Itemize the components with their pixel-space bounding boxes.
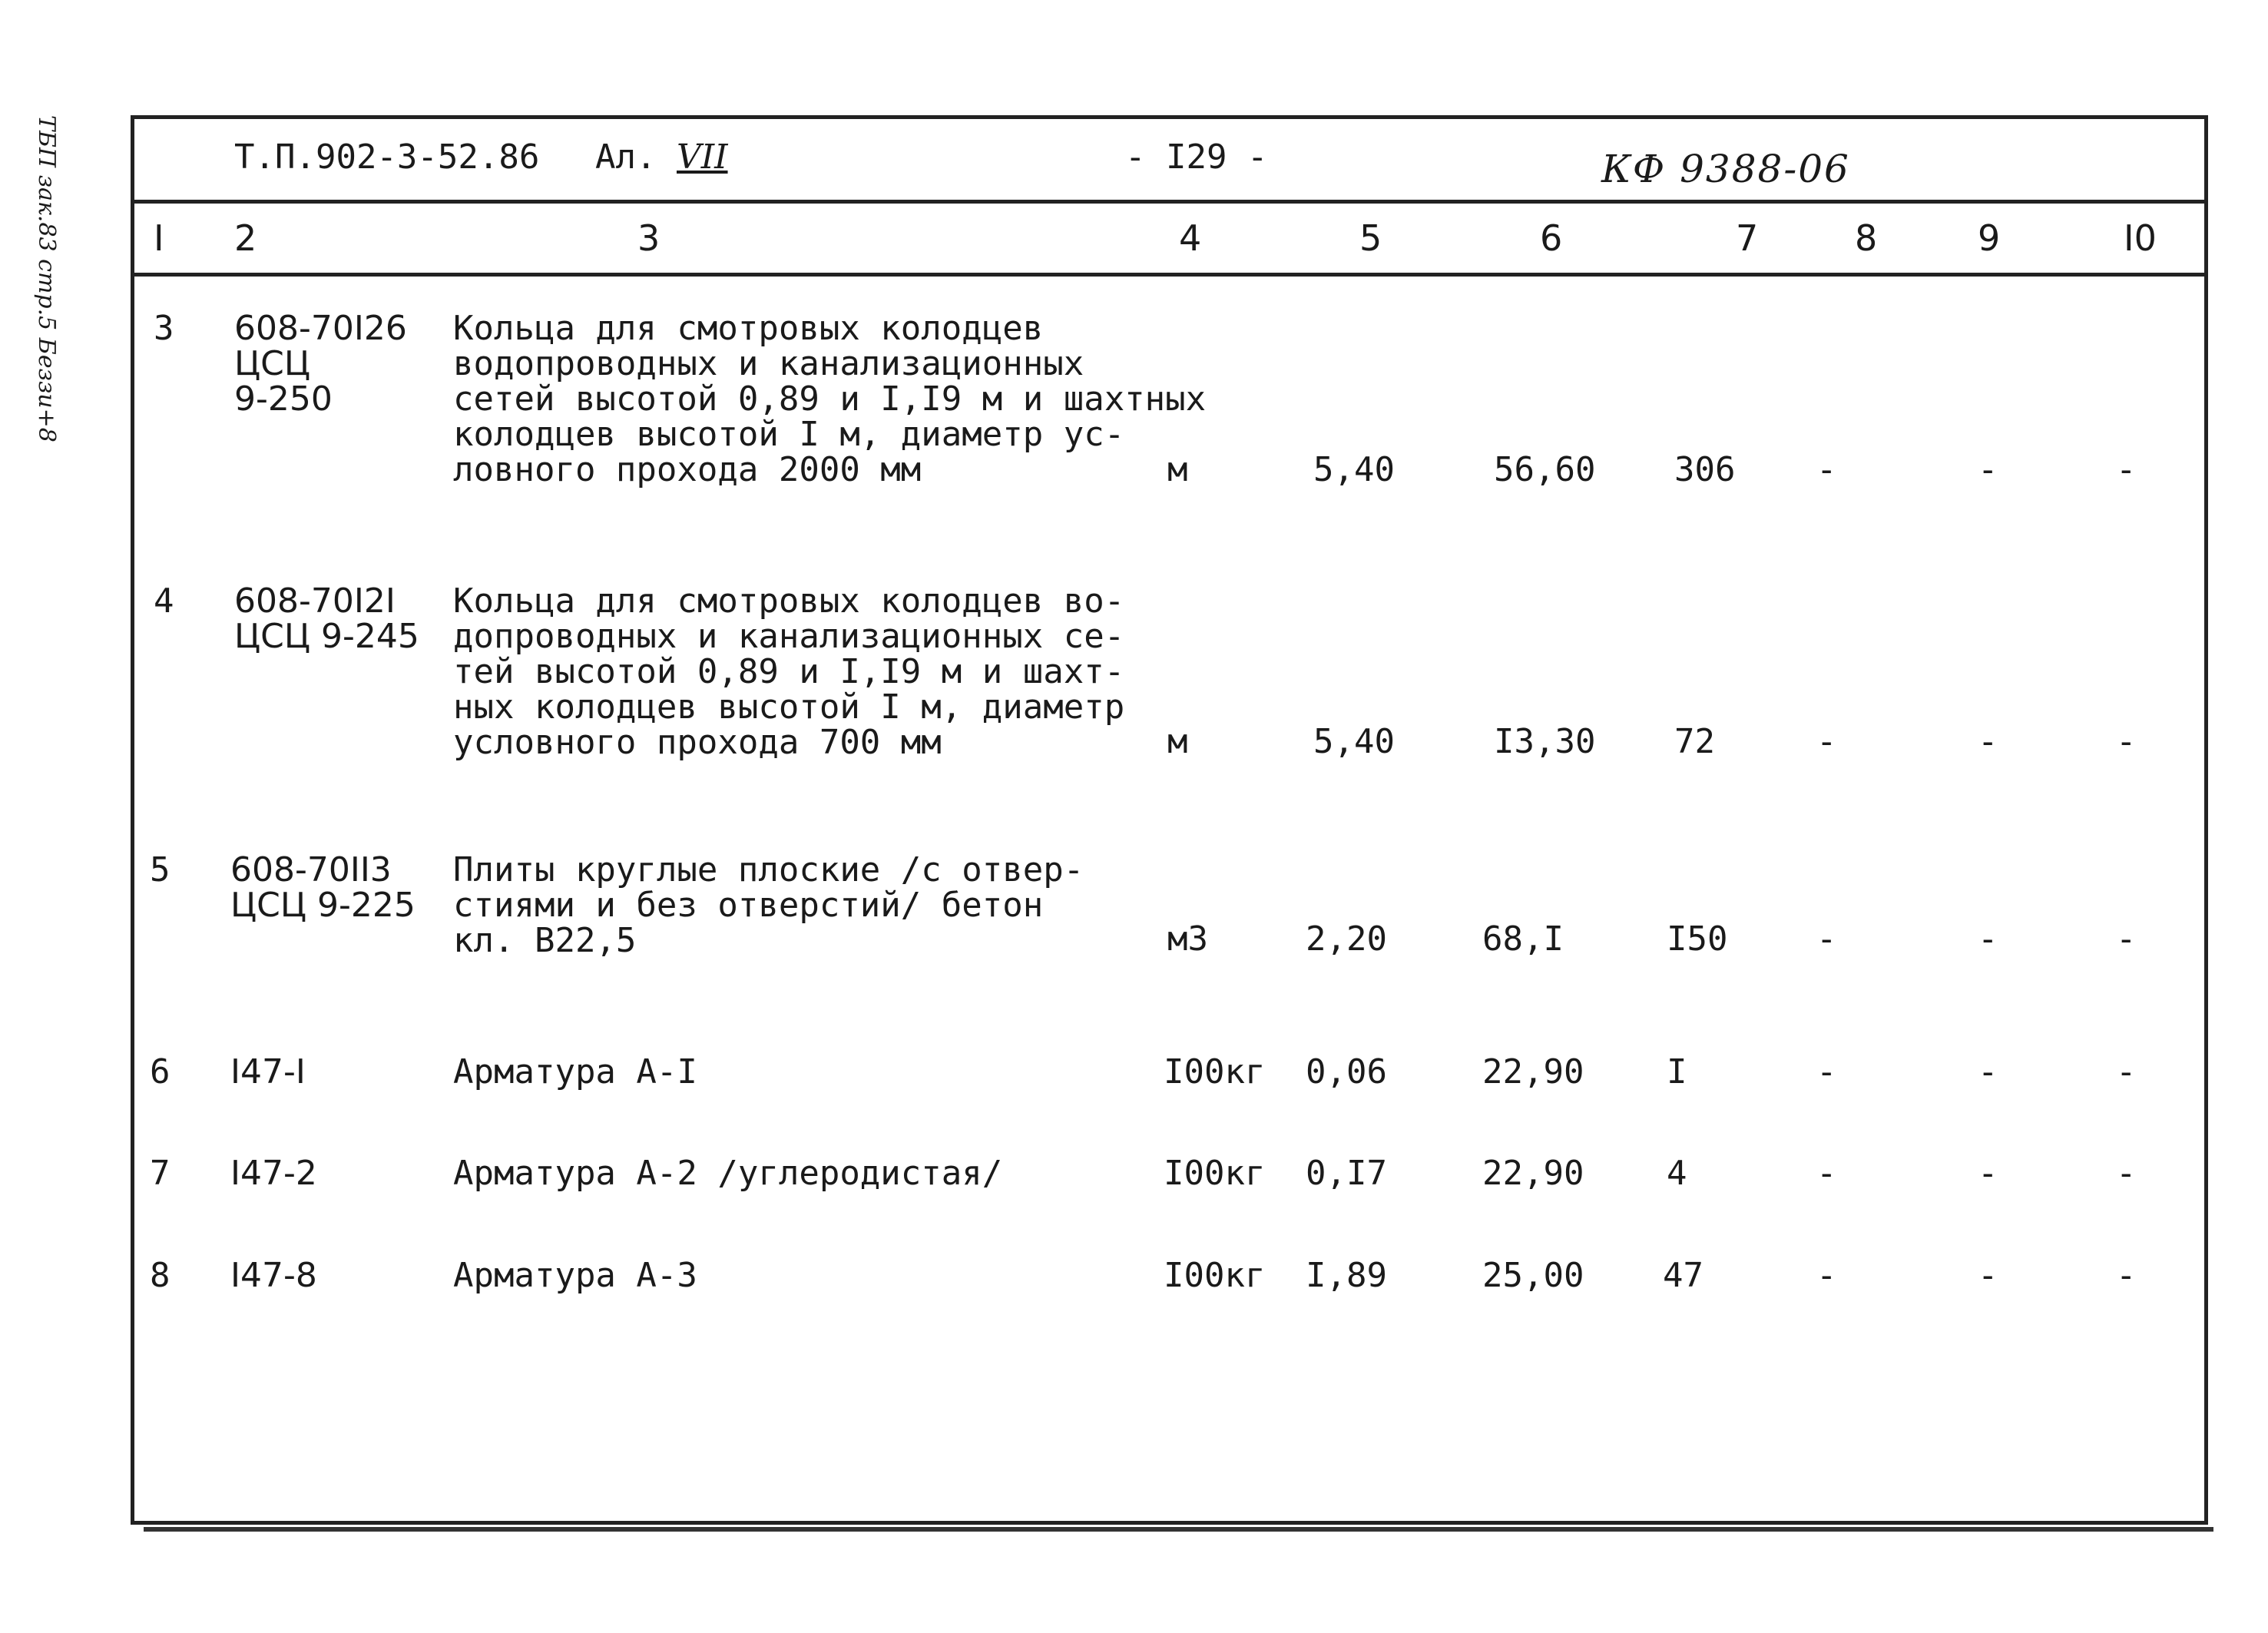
row-code: I47-I: [230, 1052, 306, 1091]
row-quantity: 2,20: [1306, 919, 1387, 959]
column-number: 9: [1978, 217, 2001, 259]
row-unit: I00кг: [1164, 1256, 1266, 1295]
row-col10: -: [2116, 450, 2137, 489]
side-stamp-text: ТБП зак.83 стр.5 Беззи+8: [33, 115, 60, 442]
row-price: 56,60: [1494, 450, 1596, 489]
row-total: 4: [1667, 1154, 1687, 1193]
row-name: Арматура А-I: [453, 1052, 697, 1091]
column-number: 8: [1855, 217, 1878, 259]
row-col9: -: [1978, 1052, 1998, 1091]
row-total: 306: [1674, 450, 1736, 489]
column-number: 4: [1179, 217, 1202, 259]
row-col8: -: [1816, 1256, 1837, 1295]
row-total: 47: [1663, 1256, 1703, 1295]
row-name: Кольца для смотровых колодцев водопроводных и канализационных сетей высотой 0,89 и I,I9 м и шахтных колодцев высотой I м, диаметр ус- ловного прохода 2000 мм: [453, 309, 1207, 489]
column-number: 6: [1540, 217, 1563, 259]
row-quantity: I,89: [1306, 1256, 1387, 1295]
row-unit: I00кг: [1164, 1154, 1266, 1193]
row-code: I47-2: [230, 1154, 317, 1193]
row-name: Плиты круглые плоские /с отвер- стиями и без отверстий/ бетон кл. В22,5: [453, 850, 1084, 960]
row-col10: -: [2116, 1052, 2137, 1091]
frame-bottom-edge: [144, 1527, 2213, 1532]
row-price: 25,00: [1482, 1256, 1584, 1295]
row-number: 4: [154, 581, 174, 621]
row-code: 608-70I2I ЦСЦ 9-245: [234, 581, 419, 656]
page-number: - I29 -: [1125, 137, 1268, 177]
column-number: I: [154, 217, 164, 259]
row-price: 22,90: [1482, 1154, 1584, 1193]
side-stamp: [33, 115, 131, 545]
row-price: 22,90: [1482, 1052, 1584, 1091]
row-col8: -: [1816, 450, 1837, 489]
column-number: 2: [234, 217, 257, 259]
row-col10: -: [2116, 722, 2137, 761]
row-col8: -: [1816, 1154, 1837, 1193]
row-unit: м: [1167, 722, 1188, 761]
row-col9: -: [1978, 1154, 1998, 1193]
column-number: 3: [637, 217, 661, 259]
row-col8: -: [1816, 1052, 1837, 1091]
row-name: Арматура А-3: [453, 1256, 697, 1295]
row-number: 5: [150, 850, 171, 889]
row-col10: -: [2116, 919, 2137, 959]
column-number: 5: [1359, 217, 1382, 259]
row-quantity: 5,40: [1313, 450, 1395, 489]
row-code: I47-8: [230, 1256, 317, 1295]
row-price: 68,I: [1482, 919, 1564, 959]
row-number: 6: [150, 1052, 171, 1091]
row-name: Арматура А-2 /углеродистая/: [453, 1154, 1003, 1193]
row-code: 608-70I26 ЦСЦ 9-250: [234, 309, 407, 419]
row-price: I3,30: [1494, 722, 1596, 761]
row-unit: м: [1167, 450, 1188, 489]
row-code: 608-70II3 ЦСЦ 9-225: [230, 850, 416, 925]
project-code: Т.П.902-3-52.86: [234, 137, 540, 177]
row-col8: -: [1816, 722, 1837, 761]
row-col9: -: [1978, 919, 1998, 959]
column-number: I0: [2124, 217, 2157, 259]
row-total: 72: [1674, 722, 1715, 761]
album-label: [595, 137, 728, 177]
row-col8: -: [1816, 919, 1837, 959]
row-total: I50: [1667, 919, 1728, 959]
row-number: 7: [150, 1154, 171, 1193]
column-header-divider: [134, 273, 2204, 277]
row-quantity: 0,06: [1306, 1052, 1387, 1091]
album-number: VII: [676, 137, 728, 177]
document-number: КФ 9388-06: [1601, 147, 1850, 191]
row-col10: -: [2116, 1256, 2137, 1295]
row-total: I: [1667, 1052, 1687, 1091]
document-frame: [131, 115, 2208, 1525]
row-col9: -: [1978, 450, 1998, 489]
row-quantity: 5,40: [1313, 722, 1395, 761]
row-quantity: 0,I7: [1306, 1154, 1387, 1193]
row-unit: I00кг: [1164, 1052, 1266, 1091]
column-number: 7: [1736, 217, 1759, 259]
header-divider: [134, 200, 2204, 204]
row-number: 8: [150, 1256, 171, 1295]
row-col9: -: [1978, 1256, 1998, 1295]
row-name: Кольца для смотровых колодцев во- допроводных и канализационных се- тей высотой 0,89 и I,I9 м и шахт- ных колодцев высотой I м, диаметр условного прохода 700 мм: [453, 581, 1125, 762]
row-col10: -: [2116, 1154, 2137, 1193]
row-unit: м3: [1167, 919, 1208, 959]
album-prefix: Ал.: [595, 137, 657, 177]
row-number: 3: [154, 309, 174, 348]
row-col9: -: [1978, 722, 1998, 761]
